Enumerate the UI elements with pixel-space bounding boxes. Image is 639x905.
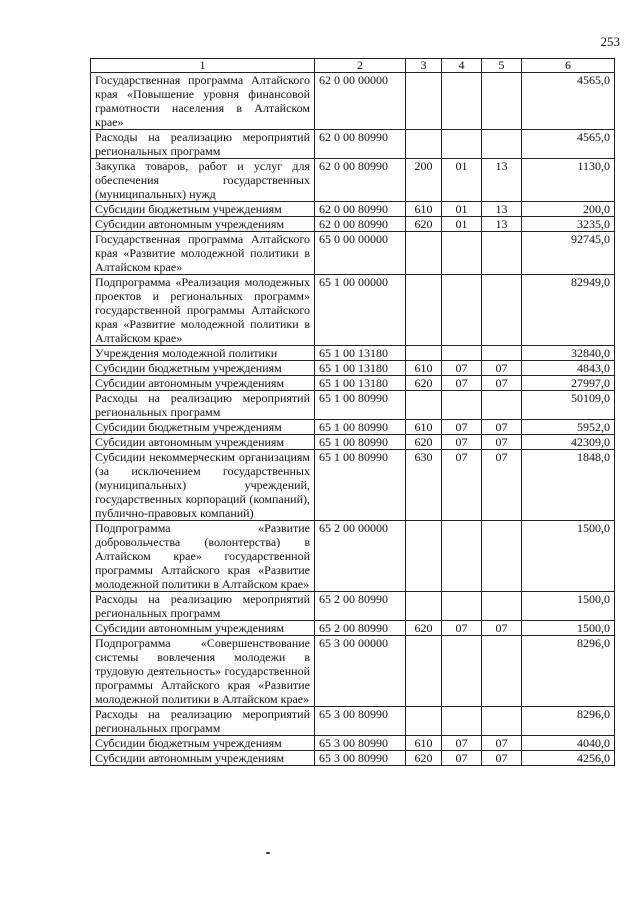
target-code: 65 1 00 80990 <box>315 391 406 420</box>
table-row <box>91 636 615 707</box>
amount: 32840,0 <box>522 346 615 361</box>
target-code: 65 1 00 00000 <box>315 275 406 346</box>
item-name: Расходы на реализацию мероприятий региональных программ <box>91 707 315 736</box>
subsection-code: 07 <box>482 361 522 376</box>
item-name: Субсидии бюджетным учреждениям <box>91 361 315 376</box>
item-name: Субсидии некоммерческим организациям (за исключением государственных (муниципальных) учреждений, государственных корпораций (компаний), публично-правовых компаний) <box>91 450 315 521</box>
expense-type: 610 <box>406 420 442 435</box>
target-code: 65 1 00 13180 <box>315 346 406 361</box>
amount: 8296,0 <box>522 636 615 707</box>
column-header: 4 <box>442 59 482 73</box>
expense-type: 610 <box>406 202 442 217</box>
target-code: 65 2 00 80990 <box>315 621 406 636</box>
expense-type <box>406 346 442 361</box>
item-name: Подпрограмма «Совершенствование системы вовлечения молодежи в трудовую деятельность» государственной программы Алтайского края «Развитие молодежной политики в Алтайском крае» <box>91 636 315 707</box>
column-header: 6 <box>522 59 615 73</box>
amount: 50109,0 <box>522 391 615 420</box>
section-code <box>442 275 482 346</box>
target-code: 65 2 00 00000 <box>315 521 406 592</box>
table-body <box>91 73 615 766</box>
expense-type <box>406 521 442 592</box>
amount: 82949,0 <box>522 275 615 346</box>
item-name: Учреждения молодежной политики <box>91 346 315 361</box>
target-code: 62 0 00 80990 <box>315 217 406 232</box>
target-code: 65 1 00 13180 <box>315 376 406 391</box>
section-code <box>442 346 482 361</box>
subsection-code: 13 <box>482 217 522 232</box>
amount: 1500,0 <box>522 621 615 636</box>
section-code: 07 <box>442 751 482 766</box>
table-row <box>91 592 615 621</box>
column-header: 5 <box>482 59 522 73</box>
table-row <box>91 736 615 751</box>
section-code <box>442 521 482 592</box>
table-row <box>91 521 615 592</box>
amount: 4040,0 <box>522 736 615 751</box>
expense-type <box>406 636 442 707</box>
expense-type: 200 <box>406 159 442 202</box>
table-row <box>91 621 615 636</box>
subsection-code <box>482 232 522 275</box>
table-row <box>91 707 615 736</box>
table-row <box>91 450 615 521</box>
budget-table <box>90 58 615 766</box>
expense-type: 610 <box>406 736 442 751</box>
expense-type: 620 <box>406 217 442 232</box>
subsection-code <box>482 275 522 346</box>
table-row <box>91 202 615 217</box>
subsection-code: 07 <box>482 435 522 450</box>
subsection-code: 07 <box>482 420 522 435</box>
section-code: 07 <box>442 376 482 391</box>
subsection-code: 13 <box>482 202 522 217</box>
expense-type: 620 <box>406 435 442 450</box>
item-name: Субсидии автономным учреждениям <box>91 435 315 450</box>
amount: 92745,0 <box>522 232 615 275</box>
item-name: Закупка товаров, работ и услуг для обеспечения государственных (муниципальных) нужд <box>91 159 315 202</box>
table-row <box>91 420 615 435</box>
target-code: 62 0 00 00000 <box>315 73 406 130</box>
table-row <box>91 361 615 376</box>
item-name: Расходы на реализацию мероприятий региональных программ <box>91 592 315 621</box>
table-row <box>91 159 615 202</box>
section-code: 07 <box>442 361 482 376</box>
subsection-code <box>482 592 522 621</box>
table-row <box>91 217 615 232</box>
target-code: 65 3 00 80990 <box>315 707 406 736</box>
target-code: 65 1 00 80990 <box>315 450 406 521</box>
amount: 1848,0 <box>522 450 615 521</box>
subsection-code <box>482 707 522 736</box>
target-code: 62 0 00 80990 <box>315 202 406 217</box>
section-code: 01 <box>442 159 482 202</box>
subsection-code <box>482 521 522 592</box>
section-code <box>442 592 482 621</box>
subsection-code: 07 <box>482 621 522 636</box>
item-name: Государственная программа Алтайского края «Развитие молодежной политики в Алтайском крае» <box>91 232 315 275</box>
target-code: 62 0 00 80990 <box>315 159 406 202</box>
expense-type <box>406 130 442 159</box>
section-code: 01 <box>442 202 482 217</box>
expense-type: 620 <box>406 621 442 636</box>
section-code <box>442 707 482 736</box>
table-row <box>91 73 615 130</box>
item-name: Подпрограмма «Реализация молодежных проектов и региональных программ» государственной программы Алтайского края «Развитие молодежной политики в Алтайском крае» <box>91 275 315 346</box>
table-row <box>91 435 615 450</box>
expense-type <box>406 391 442 420</box>
item-name: Субсидии автономным учреждениям <box>91 751 315 766</box>
section-code <box>442 232 482 275</box>
target-code: 65 3 00 80990 <box>315 751 406 766</box>
table-row <box>91 275 615 346</box>
item-name: Субсидии бюджетным учреждениям <box>91 202 315 217</box>
target-code: 62 0 00 80990 <box>315 130 406 159</box>
item-name: Государственная программа Алтайского края «Повышение уровня финансовой грамотности населения в Алтайском крае» <box>91 73 315 130</box>
amount: 5952,0 <box>522 420 615 435</box>
table-row <box>91 130 615 159</box>
amount: 1130,0 <box>522 159 615 202</box>
table-row <box>91 391 615 420</box>
section-code: 07 <box>442 621 482 636</box>
column-header: 3 <box>406 59 442 73</box>
target-code: 65 3 00 80990 <box>315 736 406 751</box>
expense-type: 610 <box>406 361 442 376</box>
amount: 1500,0 <box>522 592 615 621</box>
table-row <box>91 376 615 391</box>
header-row <box>91 59 615 73</box>
column-header: 2 <box>315 59 406 73</box>
item-name: Подпрограмма «Развитие добровольчества (волонтерства) в Алтайском крае» государственной программы Алтайского края «Развитие молодежной политики в Алтайском крае» <box>91 521 315 592</box>
item-name: Субсидии бюджетным учреждениям <box>91 736 315 751</box>
item-name: Расходы на реализацию мероприятий региональных программ <box>91 391 315 420</box>
section-code: 07 <box>442 435 482 450</box>
amount: 200,0 <box>522 202 615 217</box>
table-row <box>91 751 615 766</box>
target-code: 65 0 00 00000 <box>315 232 406 275</box>
section-code: 01 <box>442 217 482 232</box>
subsection-code: 07 <box>482 751 522 766</box>
amount: 4565,0 <box>522 73 615 130</box>
subsection-code <box>482 346 522 361</box>
section-code <box>442 130 482 159</box>
amount: 4256,0 <box>522 751 615 766</box>
target-code: 65 2 00 80990 <box>315 592 406 621</box>
amount: 42309,0 <box>522 435 615 450</box>
expense-type <box>406 275 442 346</box>
page-number: 253 <box>600 34 620 49</box>
subsection-code: 07 <box>482 450 522 521</box>
target-code: 65 3 00 00000 <box>315 636 406 707</box>
section-code <box>442 636 482 707</box>
item-name: Субсидии автономным учреждениям <box>91 376 315 391</box>
item-name: Расходы на реализацию мероприятий региональных программ <box>91 130 315 159</box>
item-name: Субсидии автономным учреждениям <box>91 621 315 636</box>
expense-type <box>406 232 442 275</box>
subsection-code: 07 <box>482 376 522 391</box>
section-code: 07 <box>442 736 482 751</box>
section-code: 07 <box>442 420 482 435</box>
section-code <box>442 73 482 130</box>
expense-type <box>406 73 442 130</box>
expense-type <box>406 707 442 736</box>
amount: 3235,0 <box>522 217 615 232</box>
amount: 4565,0 <box>522 130 615 159</box>
target-code: 65 1 00 13180 <box>315 361 406 376</box>
expense-type: 620 <box>406 376 442 391</box>
subsection-code <box>482 73 522 130</box>
target-code: 65 1 00 80990 <box>315 420 406 435</box>
section-code: 07 <box>442 450 482 521</box>
table-row <box>91 232 615 275</box>
amount: 8296,0 <box>522 707 615 736</box>
subsection-code <box>482 636 522 707</box>
subsection-code <box>482 391 522 420</box>
target-code: 65 1 00 80990 <box>315 435 406 450</box>
stray-mark <box>266 852 270 854</box>
amount: 27997,0 <box>522 376 615 391</box>
subsection-code: 13 <box>482 159 522 202</box>
column-header: 1 <box>91 59 315 73</box>
subsection-code <box>482 130 522 159</box>
amount: 4843,0 <box>522 361 615 376</box>
item-name: Субсидии бюджетным учреждениям <box>91 420 315 435</box>
item-name: Субсидии автономным учреждениям <box>91 217 315 232</box>
subsection-code: 07 <box>482 736 522 751</box>
expense-type: 630 <box>406 450 442 521</box>
table-row <box>91 346 615 361</box>
expense-type: 620 <box>406 751 442 766</box>
expense-type <box>406 592 442 621</box>
section-code <box>442 391 482 420</box>
amount: 1500,0 <box>522 521 615 592</box>
